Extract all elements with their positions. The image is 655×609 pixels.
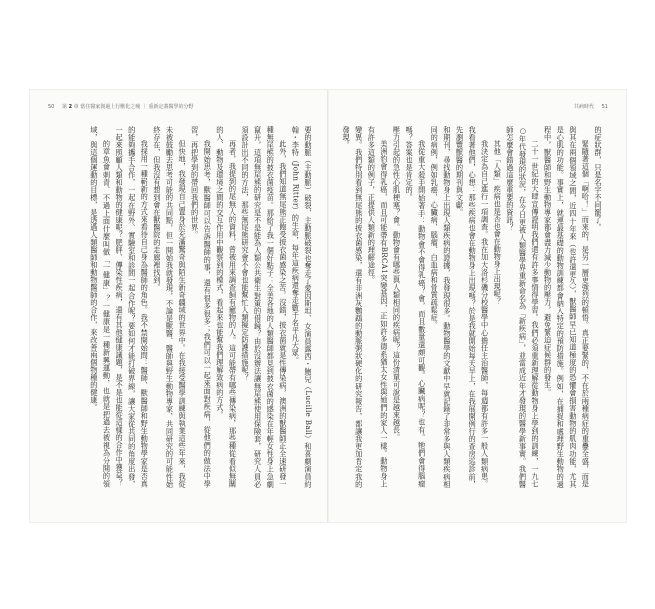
book-spread (30, 90, 626, 522)
left-folio: 50 (48, 104, 55, 110)
paragraph: 再者，我提到的尾無人的資料，曾被用來調查飼有寵物的人。這可能帶有哪些傳染病，那些種從看似無關的人、動物及環境之間的交互作用中觀察到的模式，看起來也能幫我們理解致病的方式。 (215, 126, 238, 488)
paragraph: 變異。我們特別看到無尾熊的披衣菌感染，還有非洲灰鸚鵡的動脈粥狀硬化的研究報告，都讓我更加肯定我的發現。 (342, 126, 364, 488)
paragraph: 和期刊，尋找動物身上出現人類疾病的證據，我發現很多。動物醫學的文獻中早就記錄了非常多與人類疾病相同的病例，例如乳癌、心臟病、腦瘤、白血病和骨質疏鬆症。 (430, 126, 452, 488)
paragraph: 我決定為自己進行一項調查。我在加大洛杉磯分校醫學中心擔任主治醫師，每週都有許多一般人類病患。我看著他們，心想：那些疾病也會在動物身上出現嗎？於是我就開始每天早上，在我展開例行的查房巡診前，先瀏覽獸醫的期刊與文獻。 (455, 126, 490, 488)
paragraph: 的章魚會刺青、不過上面什麼叫做「一健康」？一健康是一種新興運動，也就是把過去被視為分開的領域，與這個運動的目標，是透過人類醫師和動物醫師的合作，來改善兩個物種的健康。 (89, 126, 112, 488)
paragraph: 美洲豹會得乳癌，而且可能帶有BRCA1突變基因，正如許多德系猶太女性與她們的家人一樣。動物身上有許多這類的例子，正提供人類新的理解途徑。 (367, 126, 389, 488)
paragraph: 但快地，我發現自己置身於充滿驚奇與陌生新奇疆域的世界中。在我接受醫學訓練與執業這些年來，我從未被鼓勵去思考可能的共同點，但一開始我就發現，不論是獸醫、醫師與野生動物專家，共同研究的可能性始終存在，但我沒有想到會在獸醫院的走廊裡找到。 (152, 126, 188, 488)
paragraph: 要的動脈（主動脈）破裂，主動脈破裂也奪走了愛因斯坦、女演員露西・鮑兒（Lucille Ball）和喜劇演員約翰・李特（John Ritter）的生命，每年這疾病還奪走數千名平凡大眾。 (291, 126, 313, 488)
chapter-title: 當住醫家與過上行獸化之瘦 (80, 104, 141, 110)
paragraph: 我從重大殺手開始著手：動物會不會得乳癌？會，而且數量還頗可觀。心臟病呢？也有。牠們會得腦瘤嗎？答案也是肯定的。 (405, 126, 427, 488)
paragraph: 我開始思考，獸醫師可以告訴醫師的事，還有很多很多；我們可以一起來面對疾病，從他們的做法中學習，再把學到的帶回我們的世界。 (190, 126, 213, 488)
book-title: 共病時代 (574, 104, 595, 110)
page-gutter (327, 90, 329, 522)
chapter-suffix: 章 (73, 104, 79, 110)
right-page-body (342, 126, 604, 488)
paragraph: 的症狀群，只是名字不同罷了。 (594, 126, 603, 231)
chapter-label: 第 (61, 104, 67, 110)
right-running-head (574, 103, 614, 110)
chapter-number: 2 (68, 104, 73, 110)
paragraph: 緊隨著這個「啊哈！」而來的，是另一層更強烈的頓悟。真正要緊的，不在於兩種病症的重疊全盛，而是與其在兩個領域之間，近四十年來（也許還更久），獸醫師早已知道極度的恐懼會損害動物的肌肉功能，尤其是心肌的功能。事實上，就連最基礎的動物訓練都會納入特定的預防措施。例如，在捕捉和處理野生動物的過程中，獸醫師和野生動物專家都會盡力減少動物的壓力，避免緊迫症候群的發生。 (543, 126, 591, 488)
paragraph: 此外，我們知道無尾熊正飽受披衣菌感染之苦。沒錯，披衣菌就是性傳染病，澳洲的獸醫師正全速研發一種無尾熊的披衣菌疫苗。那給了我一個好點子：全美各地的人類醫師都見到披衣菌的感染在年輕女性身上急劇竄升，這項無尾熊的研究是不是能為人類公共衛生對策的借鏡？由於沒辦法讓無尾熊使用保險套，研究人員必須設計出不同的方法，那些無尾熊研究會不會也能幫忙人類擬定防護措施呢？ (241, 126, 288, 488)
paragraph: 二十一世紀的大肆宣傳證明我們還有許多事情得學習。我們必須重新理解從動物身上學到的訓練，一九七○年代發現的狀況，在今日更被人類醫學界重新命名為「新疾病」，並當成近年才發現的醫學新事實。我們醫師怎麼會錯過這麼重要的資訊？ (505, 126, 541, 488)
paragraph: 其他「人類」疾病也是否也會在動物身上出現呢？ (493, 140, 503, 306)
left-running-head: 50 第 2 章 當住醫家與過上行獸化之瘦 ｜ 重新定義醫學的分野 (48, 104, 194, 110)
left-page-body (52, 126, 314, 488)
paragraph: 我採用一種嶄新的方式來看待自己身為醫師的角色。我不禁開始問：醫師、獸醫師和野生動物學家是否真的能夠攜手合作，一起在野外、實驗室和診間一起合作呢？要如何才能打破界線，讓大家從共同的角度出發，一起來照顧人類和動物的健康呢？肥胖、傳染性疾病，還有其他健康議題，是不是也能從這樣的合作中獲益？ (115, 126, 150, 488)
right-folio: 51 (601, 104, 608, 110)
paragraph: 壓力引起的急性心肌梗塞？會。動物會有哪些與人類相同的疾病呢？這份清單可說是越來越長。 (392, 126, 402, 441)
section-title: 重新定義醫學的分野 (148, 104, 194, 110)
